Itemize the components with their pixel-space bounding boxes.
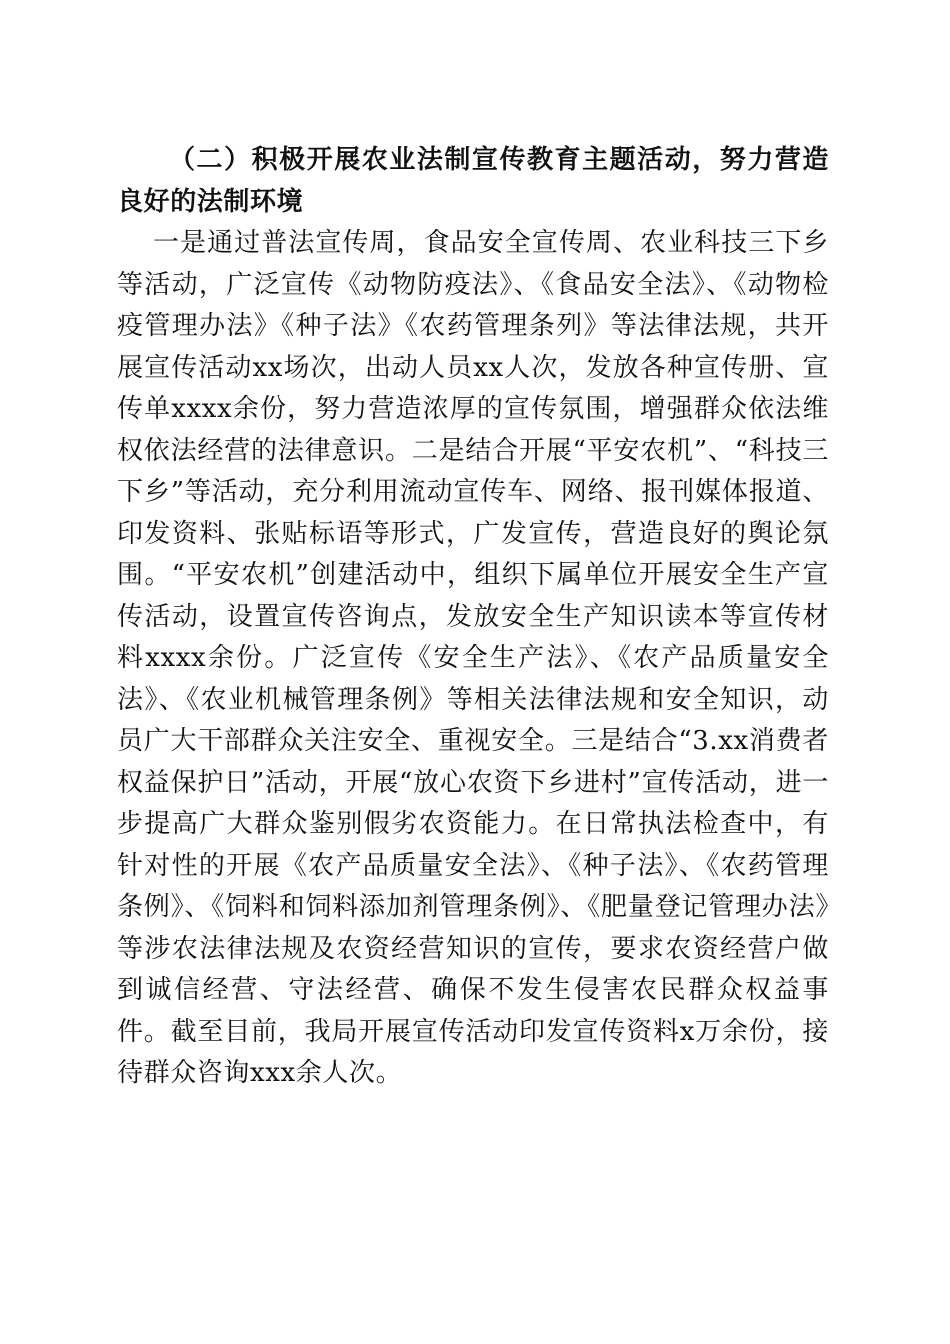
section-heading: （二）积极开展农业法制宣传教育主题活动，努力营造良好的法制环境 <box>117 145 829 217</box>
body-paragraph: 一是通过普法宣传周，食品安全宣传周、农业科技三下乡等活动，广泛宣传《动物防疫法》、《食品安全法》、《动物检疫管理办法》《种子法》《农药管理条列》等法律法规，共开展宣传活动xx场次，出动人员xx人次，发放各种宣传册、宣传单xxxx余份，努力营造浓厚的宣传氛围，增强群众依法维权依法经营的法律意识。二是结合开展“平安农机”、“科技三下乡”等活动，充分利用流动宣传车、网络、报刊媒体报道、印发资料、张贴标语等形式，广发宣传，营造良好的舆论氛围。“平安农机”创建活动中，组织下属单位开展安全生产宣传活动，设置宣传咨询点，发放安全生产知识读本等宣传材料xxxx余份。广泛宣传《安全生产法》、《农产品质量安全法》、《农业机械管理条例》等相关法律法规和安全知识，动员广大干部群众关注安全、重视安全。三是结合“3.xx消费者权益保护日”活动，开展“放心农资下乡进村”宣传活动，进一步提高广大群众鉴别假劣农资能力。在日常执法检查中，有针对性的开展《农产品质量安全法》、《种子法》、《农药管理条例》、《饲料和饲料添加剂管理条例》、《肥量登记管理办法》等涉农法律法规及农资经营知识的宣传，要求农资经营户做到诚信经营、守法经营、确保不发生侵害农民群众权益事件。截至目前，我局开展宣传活动印发宣传资料x万余份，接待群众咨询xxx余人次。 <box>117 228 829 1088</box>
document-content <box>117 140 829 1095</box>
